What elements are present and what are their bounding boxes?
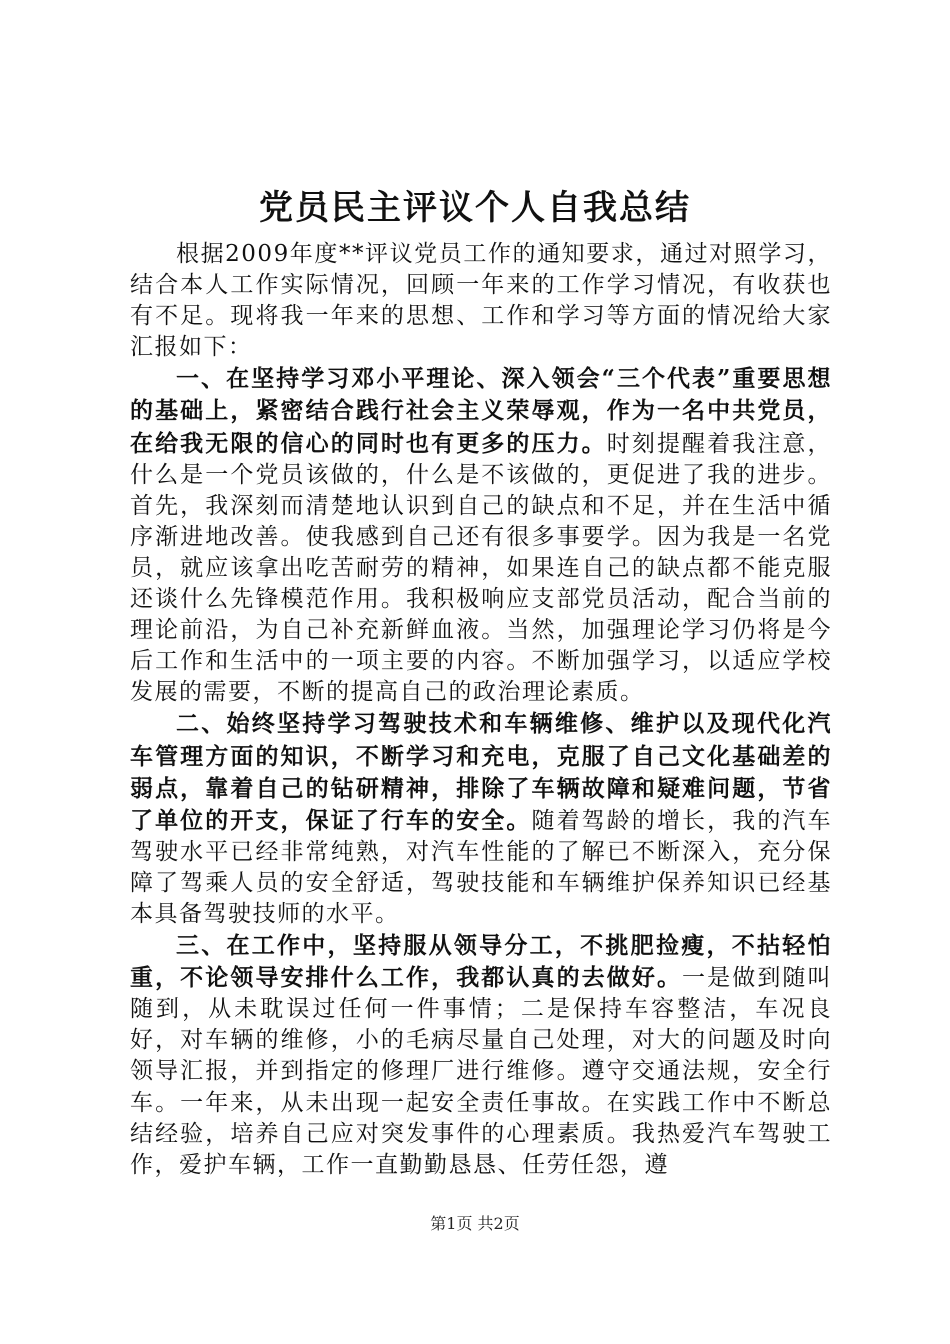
paragraph-text: 时刻提醒着我注意，什么是一个党员该做的，什么是不该做的，更促进了我的进步。首先，我深刻而清楚地认识到自己的缺点和不足，并在生活中循序渐进地改善。使我感到自己还有很多事要学。因为我是一名党员，就应该拿出吃苦耐劳的精神，如果连自己的缺点都不能克服还谈什么先锋模范作用。我积极响应支部党员活动，配合当前的理论前沿，为自己补充新鲜血液。当然，加强理论学习仍将是今后工作和生活中的一项主要的内容。不断加强学习，以适应学校发展的需要，不断的提高自己的政治理论素质。 <box>130 430 833 706</box>
paragraph-section-1 <box>130 363 832 708</box>
paragraph-text: 一是做到随叫随到，从未耽误过任何一件事情；二是保持车容整洁，车况良好，对车辆的维修，小的毛病尽量自己处理，对大的问题及时向领导汇报，并到指定的修理厂进行维修。遵守交通法规，安全行车。一年来，从未出现一起安全责任事故。在实践工作中不断总结经验，培养自己应对突发事件的心理素质。我热爱汽车驾驶工作，爱护车辆，工作一直勤勤恳恳、任劳任怨，遵 <box>130 965 833 1178</box>
page-number-footer: 第1页 共2页 <box>430 1214 520 1233</box>
paragraph-text: 随着驾龄的增长，我的汽车驾驶水平已经非常纯熟，对汽车性能的了解已不断深入，充分保障了驾乘人员的安全舒适，驾驶技能和车辆维护保养知识已经基本具备驾驶技师的水平。 <box>130 807 833 927</box>
paragraph-section-3 <box>130 930 832 1181</box>
paragraph-text: 根据2009年度**评议党员工作的通知要求，通过对照学习，结合本人工作实际情况，回顾一年来的工作学习情况，有收获也有不足。现将我一年来的思想、工作和学习等方面的情况给大家汇报如下： <box>130 241 832 361</box>
paragraph-intro <box>130 238 832 363</box>
paragraph-section-2 <box>130 708 832 930</box>
paragraph-heading: 二、始终坚持学习驾驶技术和车辆维修、维护以及现代化汽车管理方面的知识，不断学习和充电，克服了自己文化基础差的弱点，靠着自己的钻研精神，排除了车辆故障和疑难问题，节省了单位的开支，保证了行车的安全。 <box>130 710 832 834</box>
paragraph-heading: 三、在工作中，坚持服从领导分工，不挑肥捡瘦，不拈轻怕重，不论领导安排什么工作，我都认真的去做好。 <box>130 932 832 992</box>
document-body <box>130 238 832 1181</box>
document-title: 党员民主评议个人自我总结 <box>259 188 691 228</box>
paragraph-heading: 一、在坚持学习邓小平理论、深入领会“三个代表”重要思想的基础上，紧密结合践行社会主义荣辱观，作为一名中共党员，在给我无限的信心的同时也有更多的压力。 <box>130 365 832 457</box>
